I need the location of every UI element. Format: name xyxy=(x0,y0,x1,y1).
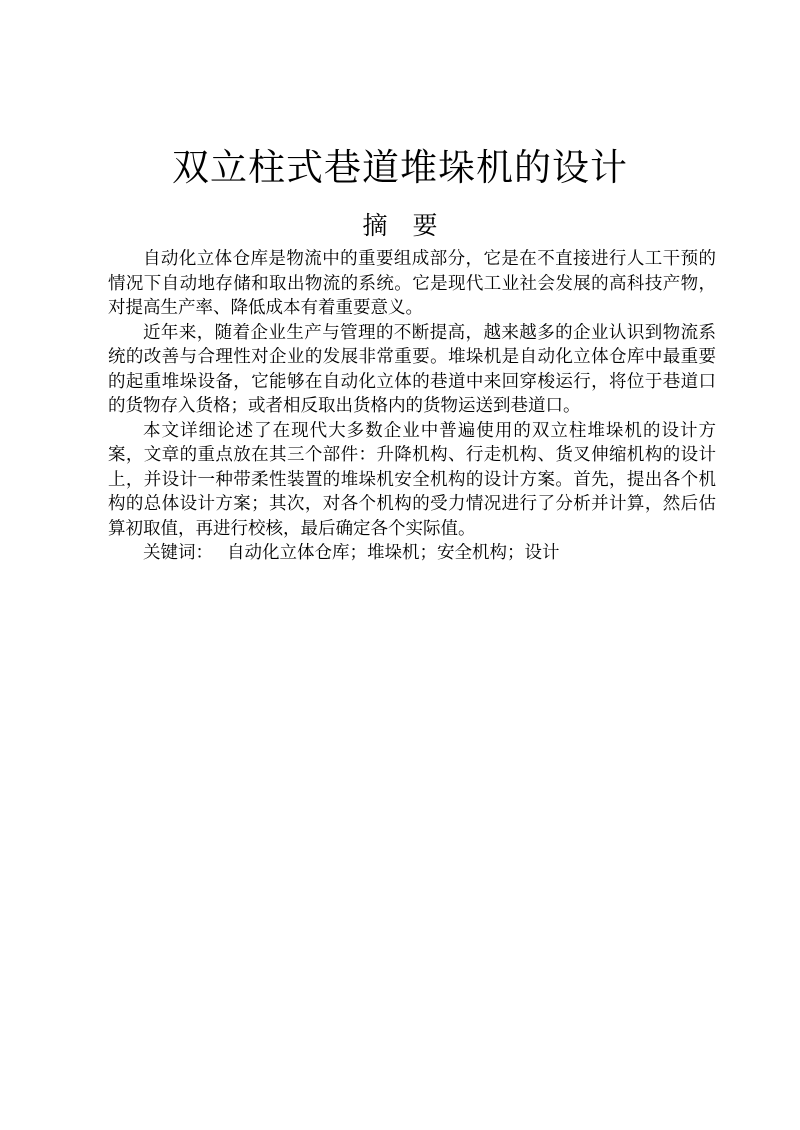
abstract-body xyxy=(108,247,716,566)
abstract-heading: 摘 要 xyxy=(362,211,438,240)
document-title: 双立柱式巷道堆垛机的设计 xyxy=(172,146,628,189)
abstract-paragraph-2: 近年来，随着企业生产与管理的不断提高，越来越多的企业认识到物流系统的改善与合理性对企业的发展非常重要。堆垛机是自动化立体仓库中最重要的起重堆垛设备，它能够在自动化立体的巷道中来回穿梭运行，将位于巷道口的货物存入货格；或者相反取出货格内的货物运送到巷道口。 xyxy=(108,322,716,416)
abstract-paragraph-1: 自动化立体仓库是物流中的重要组成部分，它是在不直接进行人工干预的情况下自动地存储和取出物流的系统。它是现代工业社会发展的高科技产物，对提高生产率、降低成本有着重要意义。 xyxy=(108,249,716,318)
keywords-text: 自动化立体仓库；堆垛机；安全机构；设计 xyxy=(227,543,560,563)
keywords-line xyxy=(108,541,716,566)
keywords-label: 关键词： xyxy=(143,543,213,563)
abstract-paragraph-3: 本文详细论述了在现代大多数企业中普遍使用的双立柱堆垛机的设计方案，文章的重点放在其三个部件：升降机构、行走机构、货叉伸缩机构的设计上，并设计一种带柔性装置的堆垛机安全机构的设计方案。首先，提出各个机构的总体设计方案；其次，对各个机构的受力情况进行了分析并计算，然后估算初取值，再进行校核，最后确定各个实际值。 xyxy=(108,420,716,539)
